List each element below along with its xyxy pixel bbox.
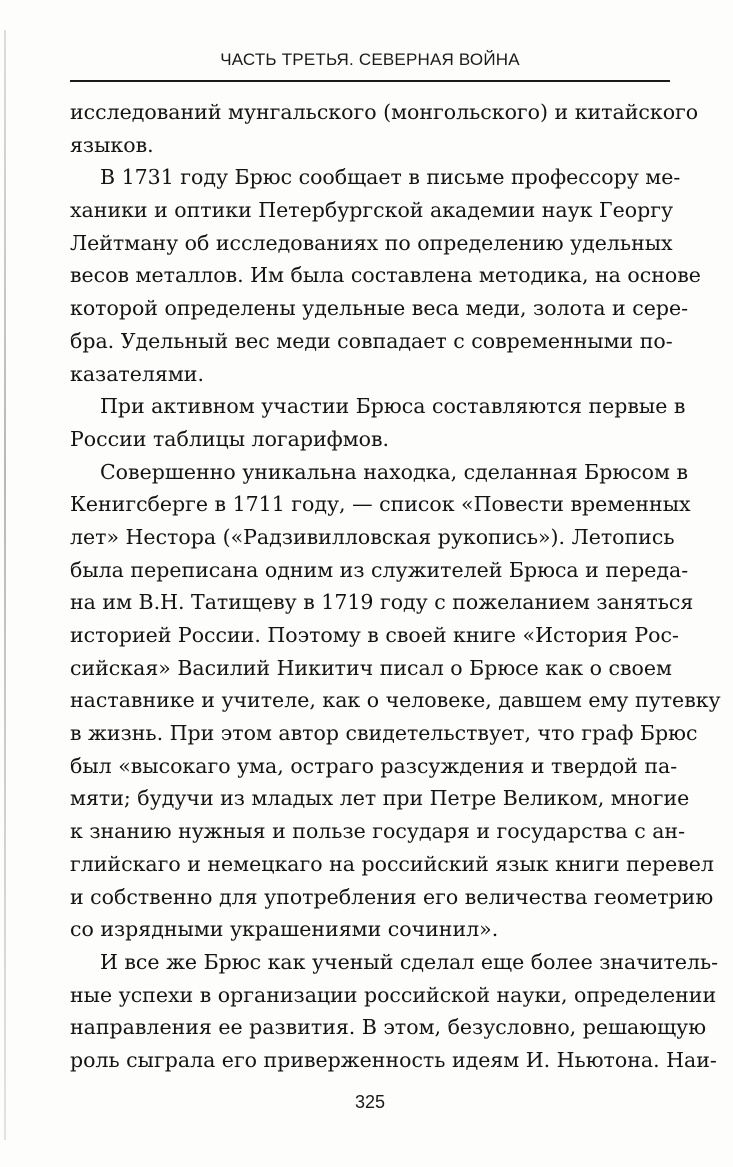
text-line: была переписана одним из служителей Брюса и переда- bbox=[70, 557, 689, 582]
text-line: мяти; будучи из младых лет при Петре Великом, многие bbox=[70, 786, 690, 811]
text-line: которой определены удельные веса меди, золота и сере- bbox=[70, 296, 689, 321]
text-line: Совершенно уникальна находка, сделанная Брюсом в bbox=[100, 459, 689, 484]
text-line: ханики и оптики Петербургской академии наук Георгу bbox=[70, 198, 674, 223]
text-line: сийская» Василий Никитич писал о Брюсе как о своем bbox=[70, 655, 672, 680]
text-line: направления ее развития. В этом, безусловно, решающую bbox=[70, 1015, 707, 1040]
text-line: лет» Нестора («Радзивилловская рукопись»). Летопись bbox=[70, 524, 675, 549]
text-line: был «высокаго ума, остраго разсуждения и твердой па- bbox=[70, 753, 678, 778]
text-line: на им В.Н. Татищеву в 1719 году с пожеланием заняться bbox=[70, 590, 694, 615]
header-rule bbox=[70, 80, 670, 82]
text-line: бра. Удельный вес меди совпадает с современными по- bbox=[70, 328, 673, 353]
text-line: Лейтману об исследованиях по определению удельных bbox=[70, 230, 673, 255]
text-line: ные успехи в организации российской науки, определении bbox=[70, 982, 717, 1007]
text-line: к знанию нужныя и пользе государя и государства с ан- bbox=[70, 819, 686, 844]
text-line: И все же Брюс как ученый сделал еще более значитель- bbox=[100, 949, 719, 974]
text-line: При активном участии Брюса составляются первые в bbox=[100, 394, 686, 419]
text-line: Кенигсберге в 1711 году, — список «Повести временных bbox=[70, 492, 691, 517]
text-line: историей России. Поэтому в своей книге «История Рос- bbox=[70, 623, 679, 647]
scan-edge-shadow bbox=[4, 30, 6, 1140]
text-line: роль сыграла его приверженность идеям И. Ньютона. Наи- bbox=[70, 1047, 717, 1072]
text-line: исследований мунгальского (монгольского) и китайского bbox=[70, 100, 699, 124]
text-line: казателями. bbox=[70, 361, 204, 386]
text-line: и собственно для употребления его величества геометрию bbox=[70, 884, 714, 909]
text-line: глийскаго и немецкаго на российский язык книги перевел bbox=[70, 851, 714, 876]
text-line: в жизнь. При этом автор свидетельствует, что граф Брюс bbox=[70, 721, 698, 746]
text-line: России таблицы логарифмов. bbox=[70, 426, 390, 451]
text-line: В 1731 году Брюс сообщает в письме профессору ме- bbox=[100, 165, 681, 190]
text-line: со изрядными украшениями сочинил». bbox=[70, 917, 499, 942]
page-number: 325 bbox=[354, 1092, 386, 1112]
text-line: наставнике и учителе, как о человеке, давшем ему путевку bbox=[70, 688, 721, 713]
body-text bbox=[70, 96, 721, 1077]
running-head: ЧАСТЬ ТРЕТЬЯ. СЕВЕРНАЯ ВОЙНА bbox=[220, 50, 520, 69]
text-line: весов металлов. Им была составлена методика, на основе bbox=[70, 263, 701, 288]
text-line: языков. bbox=[70, 132, 154, 157]
